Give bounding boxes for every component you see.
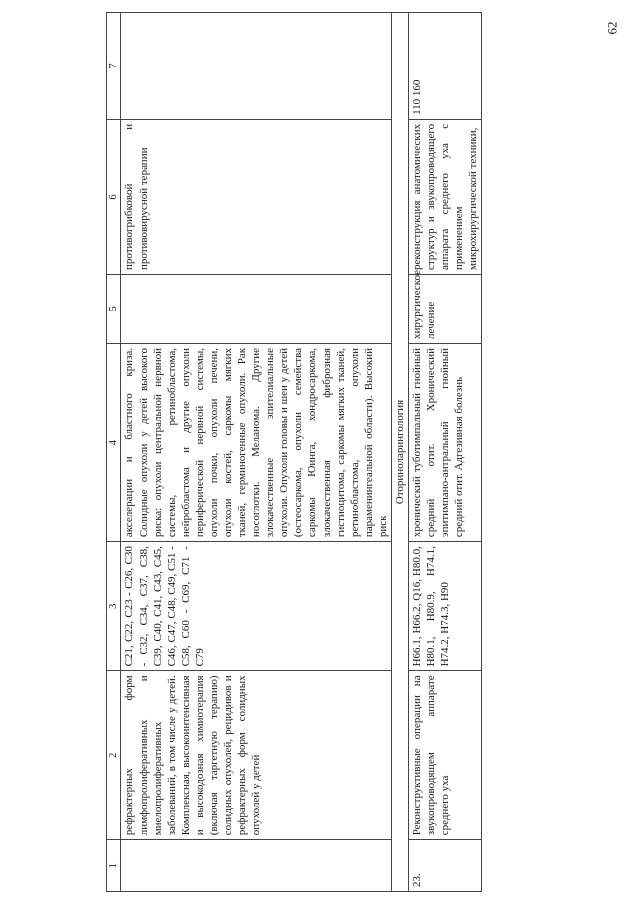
header-row	[107, 13, 121, 892]
cell-treatment-type	[121, 275, 391, 344]
header-col-2: 2	[107, 671, 121, 840]
header-col-5: 5	[107, 275, 121, 344]
cell-icd-codes: H66.1, H66.2, Q16, H80.0, H80.1, H80.9, H74.1, H74.2, H74.3, H90	[409, 542, 482, 671]
header-col-3: 3	[107, 542, 121, 671]
header-col-7: 7	[107, 13, 121, 120]
section-title: Оториноларингология	[391, 13, 408, 892]
cell-method: противогрибковой и противовирусной терапии	[121, 119, 391, 274]
treatment-table	[106, 12, 482, 892]
cell-cost: 110 160	[409, 13, 482, 120]
table-row	[121, 13, 391, 892]
cell-method: реконструкция анатомических структур и звукопроводящего аппарата среднего уха с применением микрохирургической техники,	[409, 119, 482, 274]
cell-number	[121, 840, 391, 892]
header-col-4: 4	[107, 343, 121, 541]
cell-cost	[121, 13, 391, 120]
page-number: 62	[604, 21, 620, 35]
cell-diagnosis: акселерации и бластного криза. Солидные опухоли у детей высокого риска: опухоли центральной нервной системы, ретинобластома, нейробластома и другие опухоли периферической нервной системы, опухоли почки, опухоли печени, опухоли костей, саркомы мягких тканей, герминогенные опухоли. Рак носоглотки. Меланома. Другие злокачественные эпителиальные опухоли. Опухоли головы и шеи у детей (остеосаркома, опухоли семейства саркомы Юинга, хондросаркома, злокачественная фиброзная гистиоцитома, саркомы мягких тканей, ретинобластома, опухоли параменингеальной области). Высокий риск	[121, 343, 391, 541]
cell-diagnosis: хронический туботимпальный гнойный средний отит. Хронический эпитимпано-антральный гнойный средний отит. Адгезивная болезнь	[409, 343, 482, 541]
table-row	[409, 13, 482, 892]
header-col-1: 1	[107, 840, 121, 892]
cell-procedure-name: Реконструктивные операции на звукопроводящем аппарате среднего уха	[409, 671, 482, 840]
rotated-table-container	[106, 12, 616, 892]
cell-procedure-name: рефрактерных форм лимфопролиферативных и миелопролиферативных заболеваний, в том числе у детей. Комплексная, высокоинтенсивная и высокодозная химиотерапия (включая таргетную терапию) солидных опухолей, рецидивов и рефрактерных форм солидных опухолей у детей	[121, 671, 391, 840]
section-row	[391, 13, 408, 892]
header-col-6: 6	[107, 119, 121, 274]
cell-number: 23.	[409, 840, 482, 892]
cell-icd-codes: C21, C22, C23 - C26, C30 - C32, C34, C37, C38, C39, C40, C41, C43, C45, C46, C47, C48, C49, C51 - C58, C60 - C69, C71 - C79	[121, 542, 391, 671]
cell-treatment-type: хирургическое лечение	[409, 275, 482, 344]
